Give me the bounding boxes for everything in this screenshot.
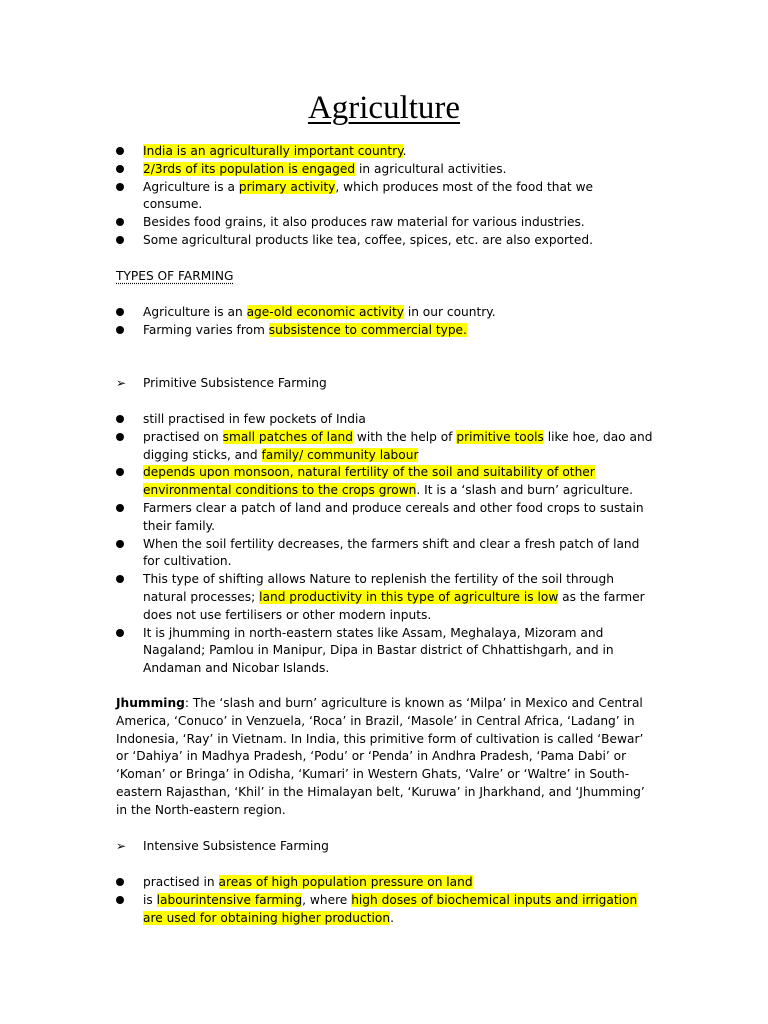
intensive-list <box>116 874 656 927</box>
highlighted-text: depends upon monsoon, natural fertility of the soil and suitability of other environmental conditions to the crops grown <box>143 465 595 498</box>
highlighted-text: primary activity <box>238 179 336 194</box>
text-segment: Farmers clear a patch of land and produce cereals and other food crops to sustain their family. <box>143 500 644 533</box>
types-list <box>116 304 656 340</box>
bullet-item <box>116 625 656 678</box>
text-segment: still practised in few pockets of India <box>143 412 366 426</box>
highlighted-text: age-old economic activity <box>246 305 404 319</box>
bullet-item <box>116 304 656 322</box>
text-segment: like hoe, dao and digging sticks, and <box>143 429 653 462</box>
text-segment: Besides food grains, it also produces raw material for various industries. <box>143 215 585 230</box>
bullet-item <box>116 179 656 215</box>
bullet-item <box>116 571 656 624</box>
text-segment: It is jhumming in north-eastern states like Assam, Meghalaya, Mizoram and Nagaland; Pamlou in Manipur, Dipa in Bastar district of Chhattishgarh, and in Andaman and Nicobar Islands. <box>143 625 614 676</box>
arrow-bullet-icon: ➢ <box>116 839 127 853</box>
jhumming-text: : The ‘slash and burn’ agriculture is known as ‘Milpa’ in Mexico and Central America, ‘Conuco’ in Venzuela, ‘Roca’ in Brazil, ‘Masole’ in Central Africa, ‘Ladang’ in Indonesia, ‘Ray’ in Vietnam. In India, this primitive form of cultivation is called ‘Bewar’ or ‘Dahiya’ in Madhya Pradesh, ‘Podu’ or ‘Penda’ in Andhra Pradesh, ‘Pama Dabi’ or ‘Koman’ or Bringa’ in Odisha, ‘Kumari’ in Western Ghats, ‘Valre’ or ‘Waltre’ in South-eastern Rajasthan, ‘Khil’ in the Himalayan belt, ‘Kuruwa’ in Jharkhand, and ‘Jhumming’ in the North-eastern region. <box>116 696 645 817</box>
highlighted-text: land productivity in this type of agriculture is low <box>259 589 559 604</box>
page-title: Agriculture <box>307 90 461 126</box>
bullet-item <box>116 143 656 161</box>
bullet-item <box>116 464 656 500</box>
bullet-item <box>116 500 656 536</box>
highlighted-text: labourintensive farming <box>156 892 303 907</box>
bullet-item <box>116 874 656 892</box>
highlighted-text: 2/3rds of its population is engaged <box>143 161 356 176</box>
intro-list <box>116 143 656 250</box>
highlighted-text: high doses of biochemical inputs and irrigation are used for obtaining higher production <box>143 892 638 925</box>
primitive-heading-text: Primitive Subsistence Farming <box>143 376 327 390</box>
text-segment: . <box>390 910 394 925</box>
jhumming-label: Jhumming <box>116 696 185 710</box>
highlighted-text: subsistence to commercial type. <box>268 322 467 337</box>
text-segment: . It is a ‘slash and burn’ agriculture. <box>416 483 633 498</box>
text-segment: , where <box>302 892 352 907</box>
intensive-heading-text: Intensive Subsistence Farming <box>143 839 329 853</box>
bullet-item <box>116 322 656 340</box>
bullet-item <box>116 232 656 250</box>
text-segment: Farming varies from <box>143 322 269 337</box>
text-segment: in our country. <box>403 305 496 319</box>
arrow-bullet-icon: ➢ <box>116 376 127 390</box>
text-segment: in agricultural activities. <box>355 161 507 176</box>
primitive-list <box>116 411 656 678</box>
text-segment: Some agricultural products like tea, coffee, spices, etc. are also exported. <box>143 232 593 247</box>
text-segment: This type of shifting allows Nature to replenish the fertility of the soil through natural processes; <box>143 572 614 604</box>
intensive-heading <box>116 838 329 856</box>
highlighted-text: small patches of land <box>222 429 353 444</box>
bullet-item <box>116 411 656 429</box>
highlighted-text: family/ community labour <box>261 447 419 462</box>
text-segment: Agriculture is an <box>143 305 247 319</box>
highlighted-text: primitive tools <box>456 429 544 444</box>
bullet-item <box>116 892 656 928</box>
text-segment: as the farmer does not use fertilisers or other modern inputs. <box>143 589 645 622</box>
text-segment: , which produces most of the food that we consume. <box>143 179 594 212</box>
types-heading-text: TYPES OF FARMING <box>116 269 234 283</box>
primitive-heading <box>116 375 327 393</box>
jhumming-paragraph <box>116 695 656 820</box>
highlighted-text: India is an agriculturally important country <box>143 144 403 158</box>
text-segment: practised on <box>143 429 223 444</box>
text-segment: with the help of <box>353 429 457 444</box>
bullet-item <box>116 429 656 465</box>
text-segment: is <box>143 892 157 907</box>
text-segment: Agriculture is a <box>143 179 239 194</box>
bullet-item <box>116 214 656 232</box>
bullet-item <box>116 161 656 179</box>
types-heading <box>116 268 233 286</box>
bullet-item <box>116 536 656 572</box>
text-segment: . <box>402 144 407 158</box>
highlighted-text: areas of high population pressure on land <box>218 875 473 889</box>
text-segment: practised in <box>143 875 219 889</box>
text-segment: When the soil fertility decreases, the farmers shift and clear a fresh patch of land for cultivation. <box>143 536 640 569</box>
